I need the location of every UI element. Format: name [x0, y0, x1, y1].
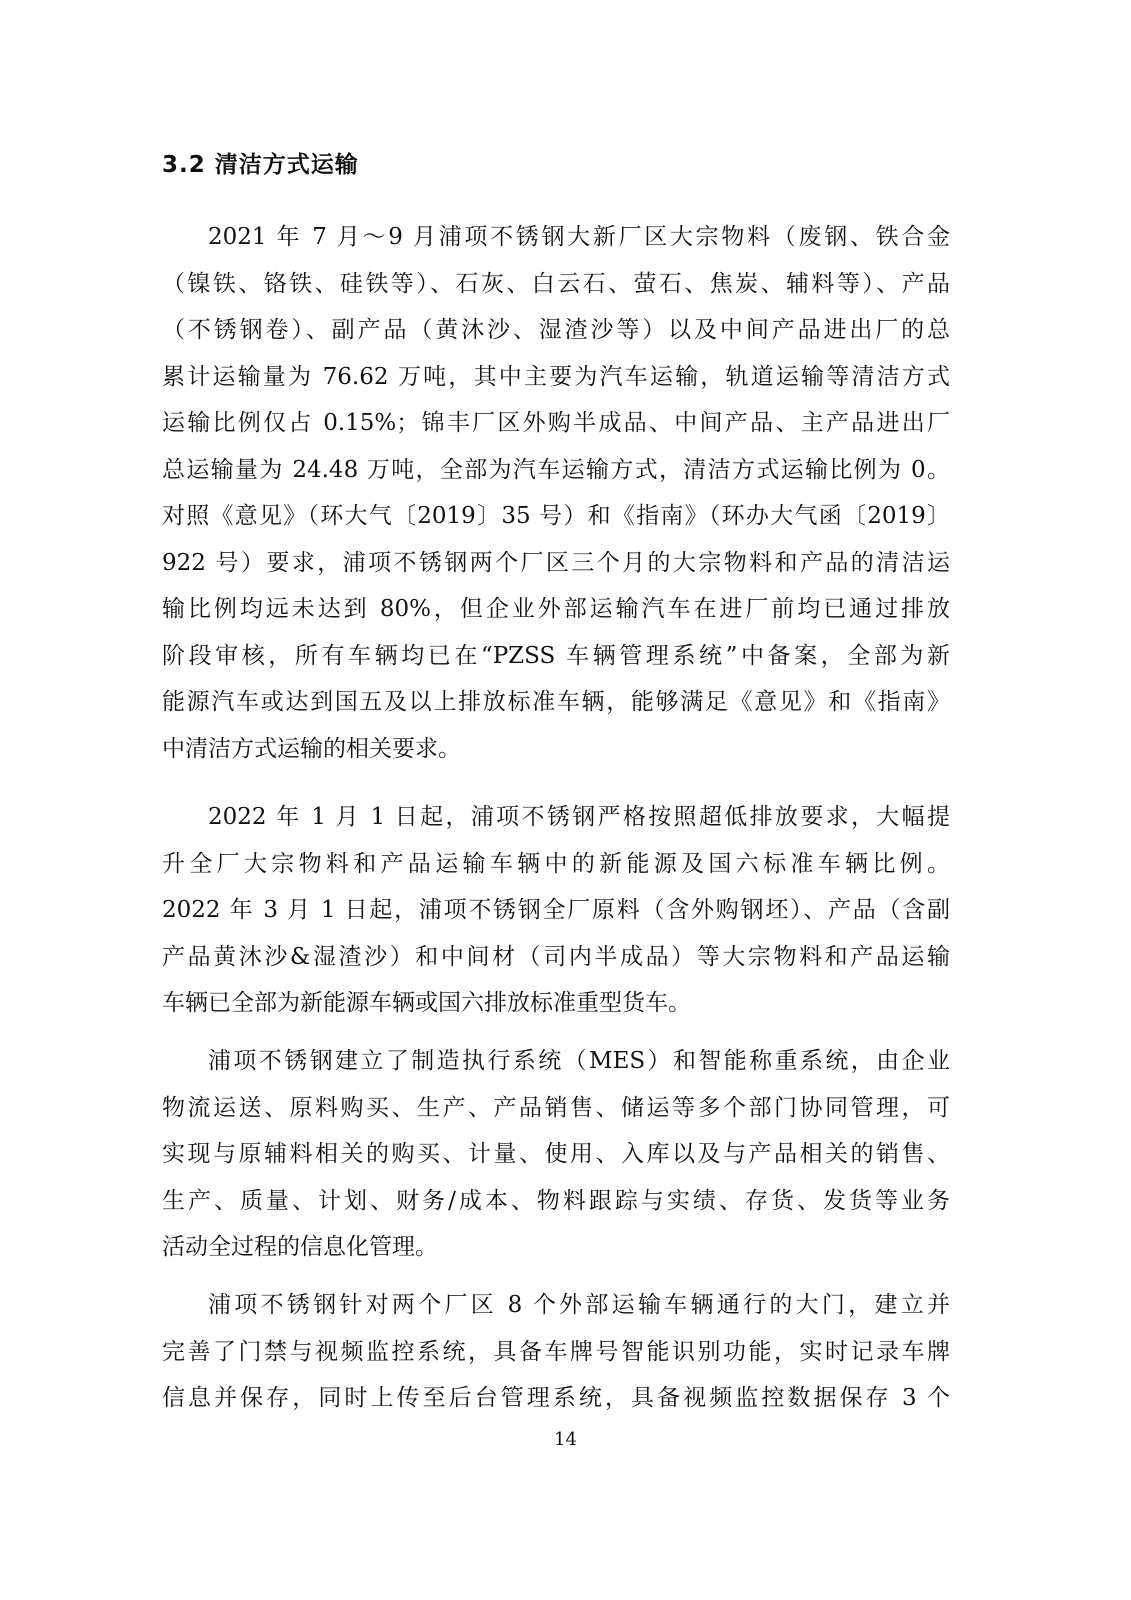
page-number: 14	[554, 1429, 577, 1450]
paragraph-line: 生产、质量、计划、财务/成本、物料跟踪与实绩、存货、发货等业务	[162, 1187, 950, 1214]
paragraph-line: 中清洁方式运输的相关要求。	[162, 735, 461, 762]
paragraph-mes-system	[162, 1038, 950, 1271]
paragraph-line: 能源汽车或达到国五及以上排放标准车辆，能够满足《意见》和《指南》	[162, 689, 950, 715]
paragraph-line: 2022 年 3 月 1 日起，浦项不锈钢全厂原料（含外购钢坯）、产品（含副	[162, 897, 950, 923]
paragraph-line: 浦项不锈钢针对两个厂区 8 个外部运输车辆通行的大门，建立并	[208, 1292, 950, 1318]
paragraph-line: 实现与原辅料相关的购买、计量、使用、入库以及与产品相关的销售、	[162, 1141, 950, 1167]
paragraph-line: 活动全过程的信息化管理。	[162, 1234, 438, 1260]
paragraph-line: 升全厂大宗物料和产品运输车辆中的新能源及国六标准车辆比例。	[162, 850, 950, 877]
paragraph-line: 车辆已全部为新能源车辆或国六排放标准重型货车。	[162, 990, 691, 1016]
paragraph-line: 浦项不锈钢建立了制造执行系统（MES）和智能称重系统，由企业	[208, 1048, 950, 1074]
paragraph-line: 累计运输量为 76.62 万吨，其中主要为汽车运输，轨道运输等清洁方式	[162, 363, 950, 390]
paragraph-line: （镍铁、铬铁、硅铁等）、石灰、白云石、萤石、焦炭、辅料等）、产品	[162, 270, 950, 297]
paragraph-line: 阶段审核，所有车辆均已在“PZSS 车辆管理系统”中备案，全部为新	[162, 642, 950, 669]
paragraph-line: 输比例均远未达到 80%，但企业外部运输汽车在进厂前均已通过排放	[162, 596, 950, 622]
paragraph-line: 2022 年 1 月 1 日起，浦项不锈钢严格按照超低排放要求，大幅提	[208, 804, 950, 830]
paragraph-line: 完善了门禁与视频监控系统，具备车牌号智能识别功能，实时记录车牌	[162, 1338, 950, 1365]
paragraph-clean-transport-2021	[162, 214, 950, 772]
paragraph-vehicle-upgrade-2022	[162, 794, 950, 1027]
paragraph-line: 922 号）要求，浦项不锈钢两个厂区三个月的大宗物料和产品的清洁运	[162, 549, 950, 576]
paragraph-line: 对照《意见》（环大气〔2019〕35 号）和《指南》（环办大气函〔2019〕	[162, 503, 950, 529]
paragraph-gate-monitoring	[162, 1282, 950, 1422]
paragraph-line: 运输比例仅占 0.15%；锦丰厂区外购半成品、中间产品、主产品进出厂	[162, 410, 950, 436]
paragraph-line: 产品黄沐沙&湿渣沙）和中间材（司内半成品）等大宗物料和产品运输	[162, 943, 950, 970]
paragraph-line: 总运输量为 24.48 万吨，全部为汽车运输方式，清洁方式运输比例为 0。	[162, 456, 950, 483]
paragraph-line: 物流运送、原料购买、生产、产品销售、储运等多个部门协同管理，可	[162, 1094, 950, 1121]
paragraph-line: 2021 年 7 月～9 月浦项不锈钢大新厂区大宗物料（废钢、铁合金	[208, 224, 950, 250]
section-heading: 3.2 清洁方式运输	[162, 152, 359, 178]
paragraph-line: （不锈钢卷）、副产品（黄沐沙、湿渣沙等）以及中间产品进出厂的总	[162, 317, 950, 343]
paragraph-line: 信息并保存，同时上传至后台管理系统，具备视频监控数据保存 3 个	[162, 1385, 950, 1411]
